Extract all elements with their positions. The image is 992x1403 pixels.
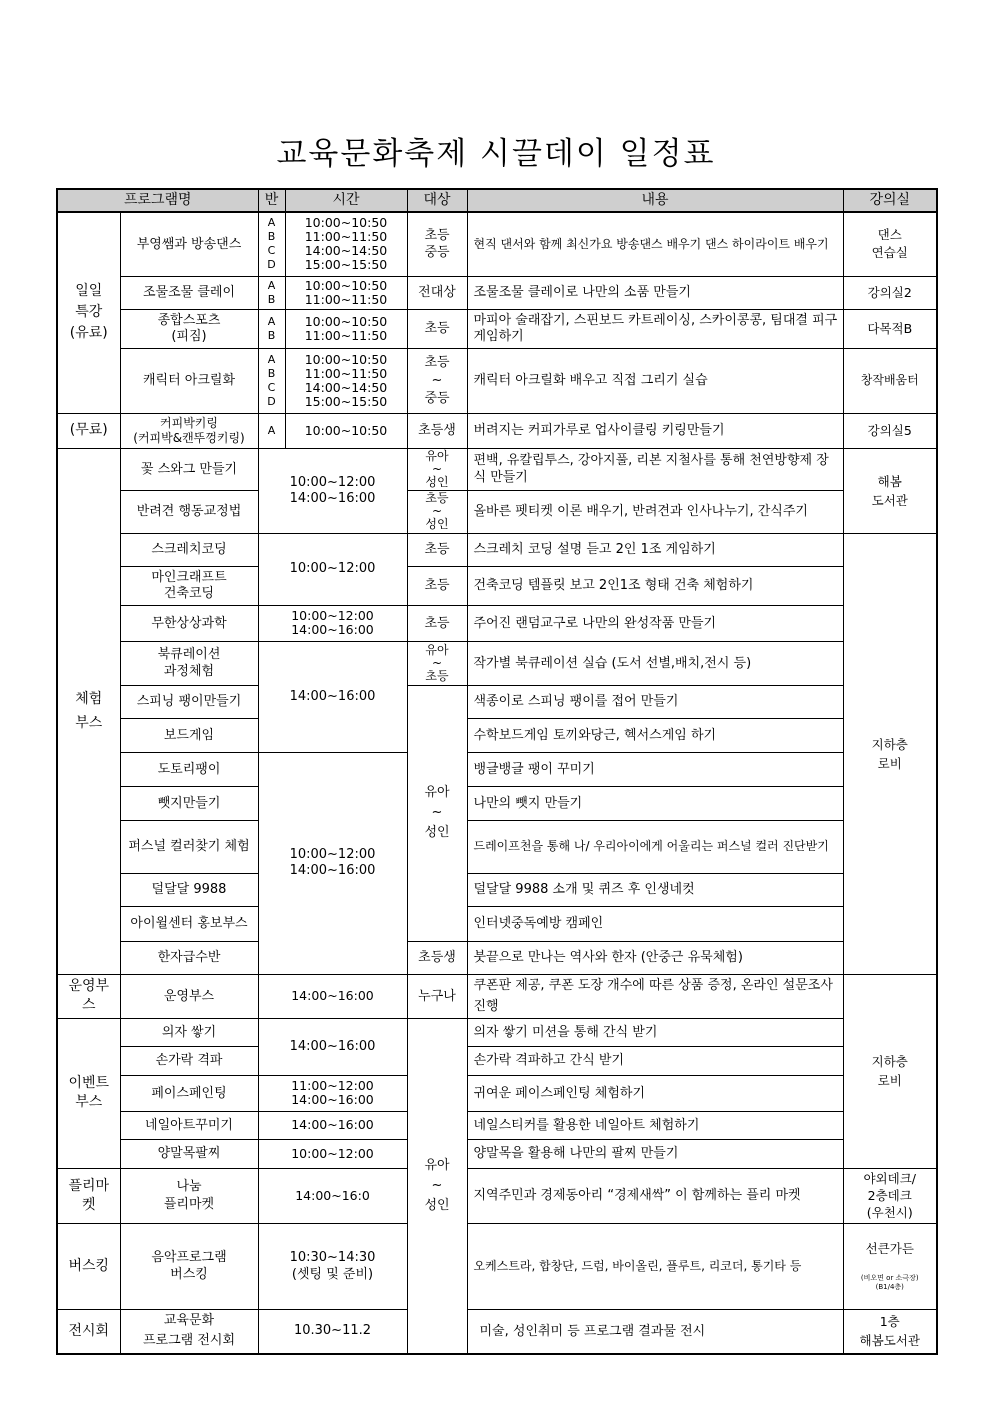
program-name: 의자 쌓기	[120, 1018, 258, 1046]
program-name: 꽃 스와그 만들기	[120, 448, 258, 490]
room-cell: 지하층 로비	[843, 533, 937, 974]
program-name: 스피닝 팽이만들기	[120, 685, 258, 718]
room-cell: 지하층 로비	[843, 974, 937, 1168]
table-row	[57, 566, 937, 605]
time-cell: 10:00~10:50	[285, 413, 407, 448]
content-cell: 미술, 성인취미 등 프로그램 결과물 전시	[467, 1309, 843, 1354]
content-cell: 스크레치 코딩 설명 듣고 2인 1조 게임하기	[467, 533, 843, 566]
room-cell: 해봄 도서관	[843, 448, 937, 533]
content-cell: 캐릭터 아크릴화 배우고 직접 그리기 실습	[467, 348, 843, 413]
time-cell: 10:30~14:30 (셋팅 및 준비)	[258, 1223, 407, 1309]
program-name: 부영쌤과 방송댄스	[120, 212, 258, 276]
program-name: 무한상상과학	[120, 605, 258, 641]
content-cell: 의자 쌓기 미션을 통해 간식 받기	[467, 1018, 843, 1046]
target-cell: 초등	[407, 309, 467, 348]
content-cell: 손가락 격파하고 간식 받기	[467, 1046, 843, 1075]
time-cell: 10:00~12:00	[258, 1139, 407, 1168]
content-cell: 색종이로 스피닝 팽이를 접어 만들기	[467, 685, 843, 718]
program-name: 종합스포츠 (피짐)	[120, 309, 258, 348]
table-row	[57, 974, 937, 1018]
schedule-table	[56, 188, 938, 1355]
time-cell: 14:00~16:00	[258, 641, 407, 752]
target-cell: 초등생	[407, 413, 467, 448]
time-cell: 10:00~10:50 11:00~11:50	[285, 276, 407, 309]
content-cell: 귀여운 페이스페인팅 체험하기	[467, 1075, 843, 1111]
table-row	[57, 212, 937, 276]
room-cell: 창작배움터	[843, 348, 937, 413]
program-name	[120, 413, 258, 448]
program-name: 교육문화 프로그램 전시회	[120, 1309, 258, 1354]
time-cell: 10:00~12:00 14:00~16:00	[258, 448, 407, 533]
header-time: 시간	[285, 189, 407, 212]
time-cell: 10:00~10:50 11:00~11:50 14:00~14:50 15:00~15:50	[285, 348, 407, 413]
program-name: 손가락 격파	[120, 1046, 258, 1075]
program-name: 네일아트꾸미기	[120, 1111, 258, 1139]
page-title: 교육문화축제 시끌데이 일정표	[276, 136, 716, 172]
room-name: 선큰가든	[865, 1240, 914, 1256]
content-cell: 쿠폰판 제공, 쿠폰 도장 개수에 따른 상품 증정, 온라인 설문조사 진행	[467, 974, 843, 1018]
program-name: 보드게임	[120, 718, 258, 752]
content-cell: 올바른 펫티켓 이론 배우기, 반려견과 인사나누기, 간식주기	[467, 490, 843, 533]
room-cell	[843, 1223, 937, 1309]
class-letters: A B	[258, 276, 285, 309]
room-cell: 강의실2	[843, 276, 937, 309]
program-name: 한자급수반	[120, 941, 258, 974]
target-cell: 누구나	[407, 974, 467, 1018]
program-name-text: 커피박키링 (커피박&캔뚜껑키링)	[133, 415, 245, 445]
table-row	[57, 820, 937, 873]
target-cell: 초등	[407, 566, 467, 605]
table-row	[57, 1309, 937, 1354]
table-row	[57, 786, 937, 820]
table-row	[57, 1168, 937, 1223]
program-name: 음악프로그램 버스킹	[120, 1223, 258, 1309]
target-cell: 초등 중등	[407, 212, 467, 276]
time-cell: 10.30~11.2	[258, 1309, 407, 1354]
program-name: 조물조물 클레이	[120, 276, 258, 309]
program-name: 덜달달 9988	[120, 873, 258, 906]
room-cell: 댄스 연습실	[843, 212, 937, 276]
room-cell: 강의실5	[843, 413, 937, 448]
time-cell: 10:00~12:00	[258, 533, 407, 605]
target-cell: 초등 ~ 중등	[407, 348, 467, 413]
table-row	[57, 490, 937, 533]
table-row	[57, 1111, 937, 1139]
room-cell: 야외데크/ 2층데크 (우천시)	[843, 1168, 937, 1223]
content-cell: 현직 댄서와 함께 최신가요 방송댄스 배우기 댄스 하이라이트 배우기	[467, 212, 843, 276]
room-cell: 다목적B	[843, 309, 937, 348]
program-name: 아이윌센터 홍보부스	[120, 906, 258, 941]
target-cell: 유아 ~ 성인	[407, 685, 467, 941]
program-name: 퍼스널 컬러찾기 체험	[120, 820, 258, 873]
table-row	[57, 1018, 937, 1046]
target-cell: 초등 ~ 성인	[407, 490, 467, 533]
program-name: 나눔 플리마켓	[120, 1168, 258, 1223]
content-cell: 편백, 유칼립투스, 강아지풀, 리본 지철사를 통해 천연방향제 장식 만들기	[467, 448, 843, 490]
room-cell: 1층 해봄도서관	[843, 1309, 937, 1354]
program-name: 뺏지만들기	[120, 786, 258, 820]
category-busking: 버스킹	[57, 1223, 120, 1309]
content-cell: 덜달달 9988 소개 및 퀴즈 후 인생네컷	[467, 873, 843, 906]
program-name: 운영부스	[120, 974, 258, 1018]
category-flea: 플리마 켓	[57, 1168, 120, 1223]
category-event: 이벤트 부스	[57, 1018, 120, 1168]
table-row	[57, 1223, 937, 1309]
table-row	[57, 941, 937, 974]
program-name: 양말목팔찌	[120, 1139, 258, 1168]
table-row	[57, 533, 937, 566]
content-cell: 인터넷중독예방 캠페인	[467, 906, 843, 941]
class-letters: A B C D	[258, 348, 285, 413]
class-letters: A B C D	[258, 212, 285, 276]
header-ban: 반	[258, 189, 285, 212]
program-name: 캐릭터 아크릴화	[120, 348, 258, 413]
category-exhibit: 전시회	[57, 1309, 120, 1354]
table-row	[57, 685, 937, 718]
content-cell: 네일스티커를 활용한 네일아트 체험하기	[467, 1111, 843, 1139]
category-free: (무료)	[57, 413, 120, 448]
table-row	[57, 448, 937, 490]
table-row	[57, 718, 937, 752]
program-name: 도토리팽이	[120, 752, 258, 786]
category-booth: 체험 부스	[57, 448, 120, 974]
table-row	[57, 1075, 937, 1111]
time-cell: 14:00~16:0	[258, 1168, 407, 1223]
table-row	[57, 413, 937, 448]
content-cell: 조물조물 클레이로 나만의 소품 만들기	[467, 276, 843, 309]
content-cell: 건축코딩 템플릿 보고 2인1조 형태 건축 체험하기	[467, 566, 843, 605]
content-cell: 오케스트라, 합창단, 드럼, 바이올린, 플루트, 리코더, 통기타 등	[467, 1223, 843, 1309]
program-name: 북큐레이션 과정체험	[120, 641, 258, 685]
table-row	[57, 1046, 937, 1075]
target-cell: 전대상	[407, 276, 467, 309]
target-cell: 초등	[407, 533, 467, 566]
time-cell: 14:00~16:00	[258, 1018, 407, 1075]
target-cell: 유아 ~ 성인	[407, 448, 467, 490]
header-target: 대상	[407, 189, 467, 212]
target-cell: 유아 ~ 초등	[407, 641, 467, 685]
header-content: 내용	[467, 189, 843, 212]
content-cell: 양말목을 활용해 나만의 팔찌 만들기	[467, 1139, 843, 1168]
content-cell: 붓끝으로 만나는 역사와 한자 (안중근 유묵체험)	[467, 941, 843, 974]
content-cell: 지역주민과 경제동아리 “경제새싹” 이 함께하는 플리 마켓	[467, 1168, 843, 1223]
time-cell: 10:00~10:50 11:00~11:50	[285, 309, 407, 348]
content-cell: 뱅글뱅글 팽이 꾸미기	[467, 752, 843, 786]
content-cell: 버려지는 커피가루로 업사이클링 키링만들기	[467, 413, 843, 448]
header-program: 프로그램명	[57, 189, 258, 212]
content-cell: 작가별 북큐레이션 실습 (도서 선별,배치,전시 등)	[467, 641, 843, 685]
program-name: 스크레치코딩	[120, 533, 258, 566]
header-row	[57, 189, 937, 212]
program-name: 반려견 행동교정법	[120, 490, 258, 533]
time-cell: 10:00~12:00 14:00~16:00	[258, 605, 407, 641]
table-row	[57, 348, 937, 413]
table-row	[57, 641, 937, 685]
room-note: (비오면 or 소극장) (B1/4층)	[860, 1273, 919, 1291]
table-row	[57, 873, 937, 906]
time-cell: 14:00~16:00	[258, 974, 407, 1018]
content-cell: 드레이프천을 통해 나/ 우리아이에게 어울리는 퍼스널 컬러 진단받기	[467, 820, 843, 873]
table-row	[57, 1139, 937, 1168]
target-cell: 초등	[407, 605, 467, 641]
table-row	[57, 309, 937, 348]
time-cell: 10:00~12:00 14:00~16:00	[258, 752, 407, 974]
category-ops: 운영부 스	[57, 974, 120, 1018]
class-letters: A	[258, 413, 285, 448]
target-cell: 초등생	[407, 941, 467, 974]
table-row	[57, 906, 937, 941]
content-cell: 주어진 랜덤교구로 나만의 완성작품 만들기	[467, 605, 843, 641]
time-cell: 11:00~12:00 14:00~16:00	[258, 1075, 407, 1111]
table-row	[57, 605, 937, 641]
time-cell: 14:00~16:00	[258, 1111, 407, 1139]
content-cell: 수학보드게임 토끼와당근, 헥서스게임 하기	[467, 718, 843, 752]
category-paid: 일일 특강 (유료)	[57, 212, 120, 413]
program-name: 마인크래프트 건축코딩	[120, 566, 258, 605]
content-cell: 마피아 술래잡기, 스핀보드 카트레이싱, 스카이콩콩, 팀대결 피구 게임하기	[467, 309, 843, 348]
class-letters: A B	[258, 309, 285, 348]
table-row	[57, 276, 937, 309]
content-cell: 나만의 뺏지 만들기	[467, 786, 843, 820]
time-cell: 10:00~10:50 11:00~11:50 14:00~14:50 15:00~15:50	[285, 212, 407, 276]
target-cell: 유아 ~ 성인	[407, 1018, 467, 1354]
header-room: 강의실	[843, 189, 937, 212]
program-name: 페이스페인팅	[120, 1075, 258, 1111]
table-row	[57, 752, 937, 786]
